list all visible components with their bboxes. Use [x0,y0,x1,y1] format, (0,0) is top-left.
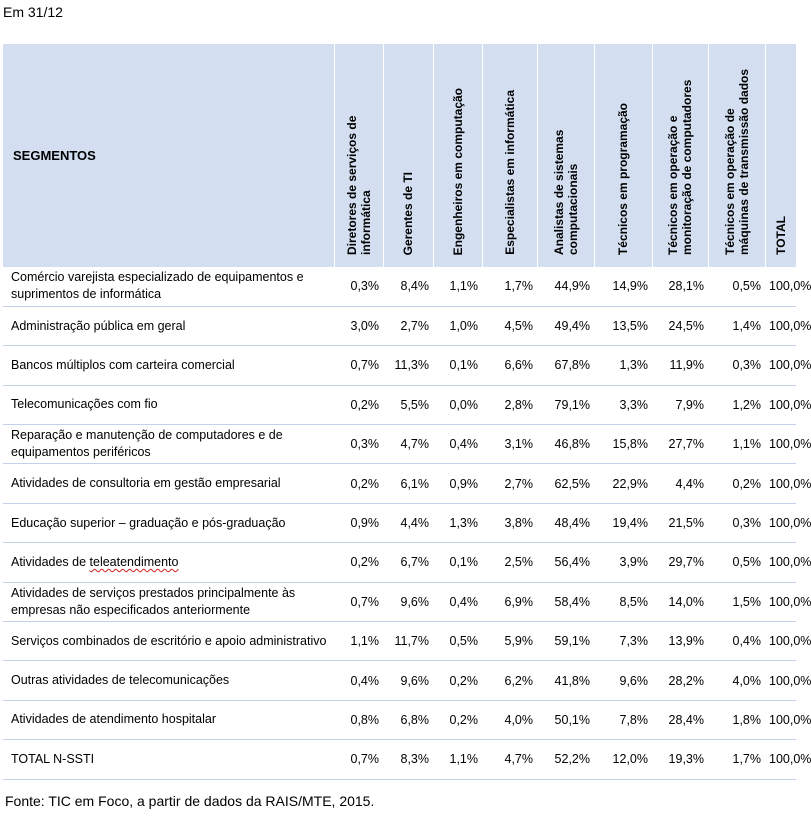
value-cell: 13,5% [594,306,652,345]
segments-table [3,44,811,780]
value-cell: 28,1% [652,267,708,306]
value-cell: 1,8% [708,700,765,739]
value-cell: 3,3% [594,385,652,424]
value-cell: 0,7% [334,582,383,621]
value-cell: 0,1% [433,346,482,385]
value-cell: 0,2% [334,543,383,582]
value-cell: 2,5% [482,543,537,582]
segment-cell: Educação superior – graduação e pós-graduação [3,503,334,542]
segment-cell: Atividades de consultoria em gestão empresarial [3,464,334,503]
value-cell: 14,9% [594,267,652,306]
value-cell: 3,0% [334,306,383,345]
value-cell: 0,5% [433,622,482,661]
value-cell: 19,4% [594,503,652,542]
value-cell: 0,2% [334,464,383,503]
value-cell: 1,4% [708,306,765,345]
value-cell: 1,1% [433,267,482,306]
value-cell: 8,5% [594,582,652,621]
column-header: Técnicos em operação e monitoração de computadores [652,44,708,267]
value-cell: 0,2% [334,385,383,424]
value-cell: 4,7% [482,740,537,779]
value-cell: 0,0% [433,385,482,424]
table-row [3,740,796,779]
column-header: Técnicos em programação [594,44,652,267]
column-header: Técnicos em operação de máquinas de transmissão dados [708,44,765,267]
value-cell: 13,9% [652,622,708,661]
value-cell: 6,8% [383,700,433,739]
segment-cell: Comércio varejista especializado de equipamentos e suprimentos de informática [3,267,334,306]
value-cell: 4,0% [708,661,765,700]
value-cell: 59,1% [537,622,594,661]
value-cell: 1,7% [482,267,537,306]
table-caption: Em 31/12 [3,4,63,20]
value-cell: 6,1% [383,464,433,503]
value-cell: 1,1% [334,622,383,661]
total-cell: 100,0% [765,425,796,464]
value-cell: 11,7% [383,622,433,661]
segment-cell: Telecomunicações com fio [3,385,334,424]
table-row [3,346,796,385]
value-cell: 15,8% [594,425,652,464]
column-header: Especialistas em informática [482,44,537,267]
segment-cell: Serviços combinados de escritório e apoio administrativo [3,622,334,661]
table-row [3,464,796,503]
value-cell: 11,9% [652,346,708,385]
total-cell: 100,0% [765,306,796,345]
value-cell: 28,2% [652,661,708,700]
value-cell: 1,0% [433,306,482,345]
segment-cell: Atividades de teleatendimento [3,543,334,582]
spellcheck-marked-word: teleatendimento [89,554,179,569]
value-cell: 9,6% [383,661,433,700]
value-cell: 0,5% [708,543,765,582]
segment-cell: Administração pública em geral [3,306,334,345]
value-cell: 67,8% [537,346,594,385]
value-cell: 0,9% [334,503,383,542]
column-header: TOTAL [765,44,796,267]
value-cell: 44,9% [537,267,594,306]
source-note: Fonte: TIC em Foco, a partir de dados da RAIS/MTE, 2015. [5,793,375,809]
value-cell: 1,1% [708,425,765,464]
table-row [3,425,796,464]
total-cell: 100,0% [765,622,796,661]
value-cell: 79,1% [537,385,594,424]
segment-cell: Atividades de atendimento hospitalar [3,700,334,739]
value-cell: 0,3% [708,503,765,542]
value-cell: 0,4% [334,661,383,700]
total-cell: 100,0% [765,464,796,503]
value-cell: 0,2% [433,700,482,739]
value-cell: 6,7% [383,543,433,582]
value-cell: 9,6% [383,582,433,621]
table-row [3,661,796,700]
value-cell: 0,3% [334,267,383,306]
value-cell: 52,2% [537,740,594,779]
value-cell: 1,7% [708,740,765,779]
segments-header: SEGMENTOS [3,44,334,267]
value-cell: 7,8% [594,700,652,739]
total-cell: 100,0% [765,385,796,424]
value-cell: 27,7% [652,425,708,464]
segment-cell: TOTAL N-SSTI [3,740,334,779]
total-cell: 100,0% [765,346,796,385]
value-cell: 19,3% [652,740,708,779]
value-cell: 0,4% [433,425,482,464]
value-cell: 0,2% [708,464,765,503]
value-cell: 3,8% [482,503,537,542]
table-row [3,385,796,424]
value-cell: 2,8% [482,385,537,424]
value-cell: 1,3% [594,346,652,385]
value-cell: 56,4% [537,543,594,582]
value-cell: 0,8% [334,700,383,739]
value-cell: 8,3% [383,740,433,779]
value-cell: 29,7% [652,543,708,582]
value-cell: 5,9% [482,622,537,661]
total-cell: 100,0% [765,503,796,542]
value-cell: 62,5% [537,464,594,503]
value-cell: 48,4% [537,503,594,542]
total-cell: 100,0% [765,700,796,739]
value-cell: 41,8% [537,661,594,700]
table-row [3,543,796,582]
value-cell: 1,5% [708,582,765,621]
segment-cell: Bancos múltiplos com carteira comercial [3,346,334,385]
value-cell: 0,7% [334,346,383,385]
value-cell: 1,2% [708,385,765,424]
total-cell: 100,0% [765,740,796,779]
value-cell: 0,3% [708,346,765,385]
value-cell: 58,4% [537,582,594,621]
column-header: Engenheiros em computação [433,44,482,267]
total-cell: 100,0% [765,543,796,582]
value-cell: 3,1% [482,425,537,464]
value-cell: 28,4% [652,700,708,739]
column-header: Gerentes de TI [383,44,433,267]
value-cell: 1,3% [433,503,482,542]
value-cell: 1,1% [433,740,482,779]
value-cell: 0,3% [334,425,383,464]
value-cell: 8,4% [383,267,433,306]
table-row [3,700,796,739]
value-cell: 21,5% [652,503,708,542]
table-row [3,503,796,542]
value-cell: 9,6% [594,661,652,700]
value-cell: 7,9% [652,385,708,424]
value-cell: 24,5% [652,306,708,345]
value-cell: 4,0% [482,700,537,739]
value-cell: 0,4% [433,582,482,621]
value-cell: 0,7% [334,740,383,779]
total-cell: 100,0% [765,582,796,621]
header-row [3,44,796,267]
value-cell: 0,4% [708,622,765,661]
value-cell: 4,5% [482,306,537,345]
table-row [3,582,796,621]
segment-cell: Reparação e manutenção de computadores e de equipamentos periféricos [3,425,334,464]
value-cell: 6,6% [482,346,537,385]
segment-cell: Atividades de serviços prestados principalmente às empresas não especificados anteriormente [3,582,334,621]
value-cell: 7,3% [594,622,652,661]
value-cell: 46,8% [537,425,594,464]
value-cell: 0,9% [433,464,482,503]
value-cell: 2,7% [383,306,433,345]
column-header: Diretores de serviços de informática [334,44,383,267]
value-cell: 4,7% [383,425,433,464]
value-cell: 4,4% [652,464,708,503]
value-cell: 0,2% [433,661,482,700]
value-cell: 22,9% [594,464,652,503]
value-cell: 3,9% [594,543,652,582]
value-cell: 6,2% [482,661,537,700]
segment-cell: Outras atividades de telecomunicações [3,661,334,700]
value-cell: 50,1% [537,700,594,739]
value-cell: 5,5% [383,385,433,424]
column-header: Analistas de sistemas computacionais [537,44,594,267]
table-row [3,622,796,661]
value-cell: 6,9% [482,582,537,621]
value-cell: 11,3% [383,346,433,385]
value-cell: 12,0% [594,740,652,779]
value-cell: 4,4% [383,503,433,542]
value-cell: 0,5% [708,267,765,306]
value-cell: 14,0% [652,582,708,621]
table-row [3,267,796,306]
total-cell: 100,0% [765,267,796,306]
value-cell: 0,1% [433,543,482,582]
table-row [3,306,796,345]
total-cell: 100,0% [765,661,796,700]
value-cell: 2,7% [482,464,537,503]
value-cell: 49,4% [537,306,594,345]
